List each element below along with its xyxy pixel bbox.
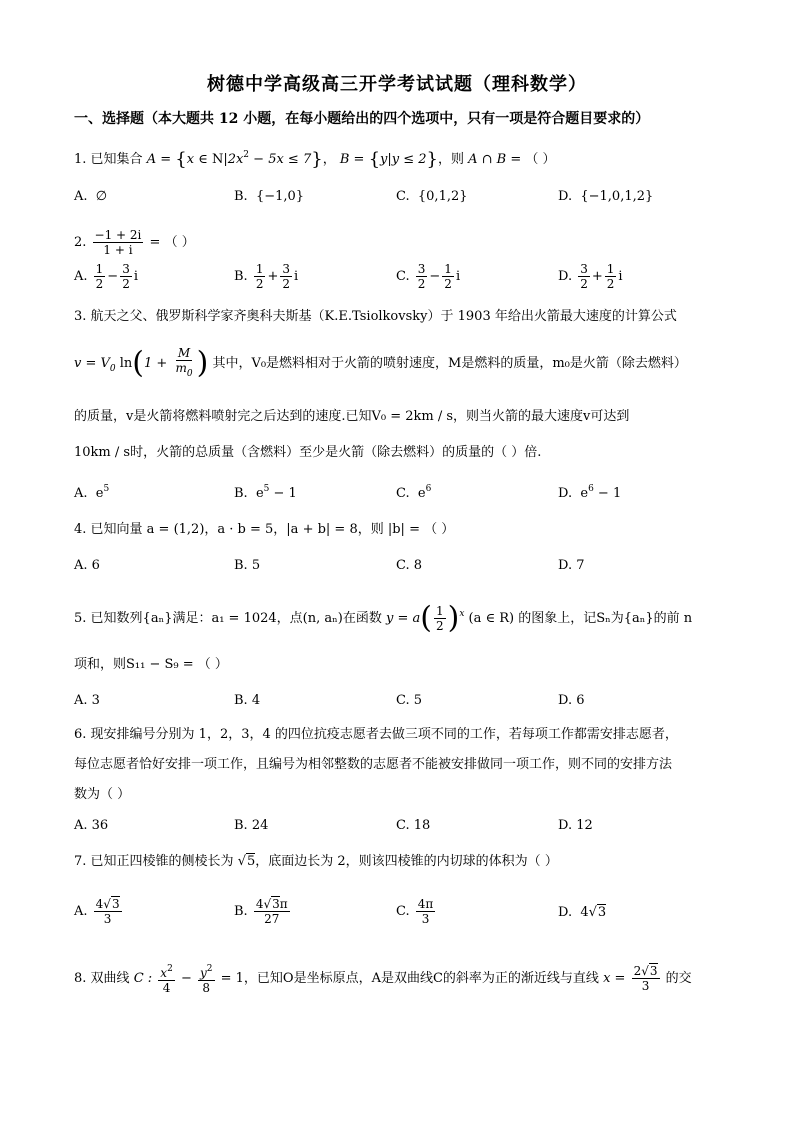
q5-option-b: B. 4 [234,693,261,708]
q1-option-b: B. {−1,0} [234,189,305,204]
q6-option-c: C. 18 [396,818,431,833]
question-3-line-3: 的质量，v是火箭将燃料喷射完之后达到的速度.已知V₀ = 2km / s，则当火箭的最大速度v可达到 [74,409,630,424]
q4-option-b: B. 5 [234,558,261,573]
q2-option-d: D. $\frac{3}{2}$ + $\frac{1}{2}$ i [558,262,623,291]
q6-option-d: D. 12 [558,818,593,833]
question-3-formula-line: $v = V_0$ ln(1 + $\frac{M}{m_0}$ ) 其中，V₀是燃料相对于火箭的喷射速度，M是燃料的质量，m₀是火箭（除去燃料） [74,345,687,381]
set-a-expr: A = {x ∈ $N|2x^2 - 5x \le 7$} [146,149,323,170]
sqrt-5: √5 [237,854,256,869]
question-8: 8. 双曲线 C : $\frac{x^2}{4}$ − $\frac{y^2}{8}$ = 1，已知O是坐标原点，A是双曲线C的斜率为正的渐近线与直线 x = $\frac{2√3}{3}$ 的交 [74,964,692,995]
hyperbola-equation: C : $\frac{x^2}{4}$ − $\frac{y^2}{8}$ [133,964,213,995]
q7-option-a: A. $\frac{4√3}{3}$ [74,897,120,926]
q6-option-b: B. 24 [234,818,269,833]
q4-option-a: A. 6 [74,558,100,573]
question-3: 3. 航天之父、俄罗斯科学家齐奥科夫斯基（K.E.Tsiolkovsky）于 1903 年给出火箭最大速度的计算公式 [74,309,677,324]
question-6-line-2: 每位志愿者恰好安排一项工作，且编号为相邻整数的志愿者不能被安排做同一项工作，则不同的安排方法 [74,757,673,772]
q1-option-d: D. {−1,0,1,2} [558,189,654,204]
question-4: 4. 已知向量 a = (1,2)，a · b = 5，|a + b| = 8，则 |b| = （ ） [74,522,455,537]
q3-option-b: B. $e^5 - 1$ [234,484,297,501]
q2-option-b: B. $\frac{1}{2}$ + $\frac{3}{2}$ i [234,262,299,291]
q7-option-b: B. $\frac{4√3\pi}{27}$ [234,897,288,926]
q7-option-d: D. 4√3 [558,905,607,920]
q3-option-a: A. $e^5$ [74,484,110,501]
question-1: 1. 已知集合 A = {x ∈ $N|2x^2 - 5x \le 7$}， B = {y|y ≤ 2}，则 A ∩ B = （ ） [74,149,556,170]
q5-option-d: D. 6 [558,693,585,708]
question-7: 7. 已知正四棱锥的侧棱长为 √5，底面边长为 2，则该四棱锥的内切球的体积为（ ） [74,854,558,869]
q5-option-a: A. 3 [74,693,100,708]
exp-function: y = a( $\frac{1}{2}$ )$^x$ [385,600,465,636]
question-6-line-3: 数为（ ） [74,787,131,802]
question-5-line-2: 项和，则S₁₁ − S₉ = （ ） [74,657,228,672]
q1-option-c: C. {0,1,2} [396,189,468,204]
section-heading: 一、选择题（本大题共 12 小题，在每小题给出的四个选项中，只有一项是符合题目要求的） [74,111,650,127]
q3-option-c: C. $e^6$ [396,484,432,501]
q7-option-c: C. $\frac{4\pi}{3}$ [396,897,434,926]
q5-option-c: C. 5 [396,693,423,708]
q2-option-a: A. $\frac{1}{2}$ − $\frac{3}{2}$ i [74,262,139,291]
q3-option-d: D. $e^6 - 1$ [558,484,622,501]
q2-option-c: C. $\frac{3}{2}$ − $\frac{1}{2}$ i [396,262,461,291]
rocket-formula: $v = V_0$ ln(1 + $\frac{M}{m_0}$ ) [74,345,209,381]
q4-option-d: D. 7 [558,558,585,573]
page-title: 树德中学高级高三开学考试试题（理科数学） [207,74,587,95]
question-2: 2. $\frac{-1 + 2i}{1 + i}$ = （ ） [74,228,195,257]
q6-option-a: A. 36 [74,818,109,833]
question-3-line-4: 10km / s时，火箭的总质量（含燃料）至少是火箭（除去燃料）的质量的（ ）倍. [74,445,542,460]
question-6: 6. 现安排编号分别为 1，2，3，4 的四位抗疫志愿者去做三项不同的工作，若每项工作都需安排志愿者， [74,727,678,742]
set-b-expr: B = {y|y ≤ 2} [339,149,438,170]
q4-option-c: C. 8 [396,558,423,573]
q1-option-a: A. ∅ [74,189,108,204]
line-equation: x = $\frac{2√3}{3}$ [603,964,658,993]
question-5: 5. 已知数列{aₙ}满足：a₁ = 1024，点(n, aₙ)在函数 y = a( $\frac{1}{2}$ )$^x$ (a ∈ R) 的图象上，记Sₙ为{aₙ}的前 n [74,600,693,636]
